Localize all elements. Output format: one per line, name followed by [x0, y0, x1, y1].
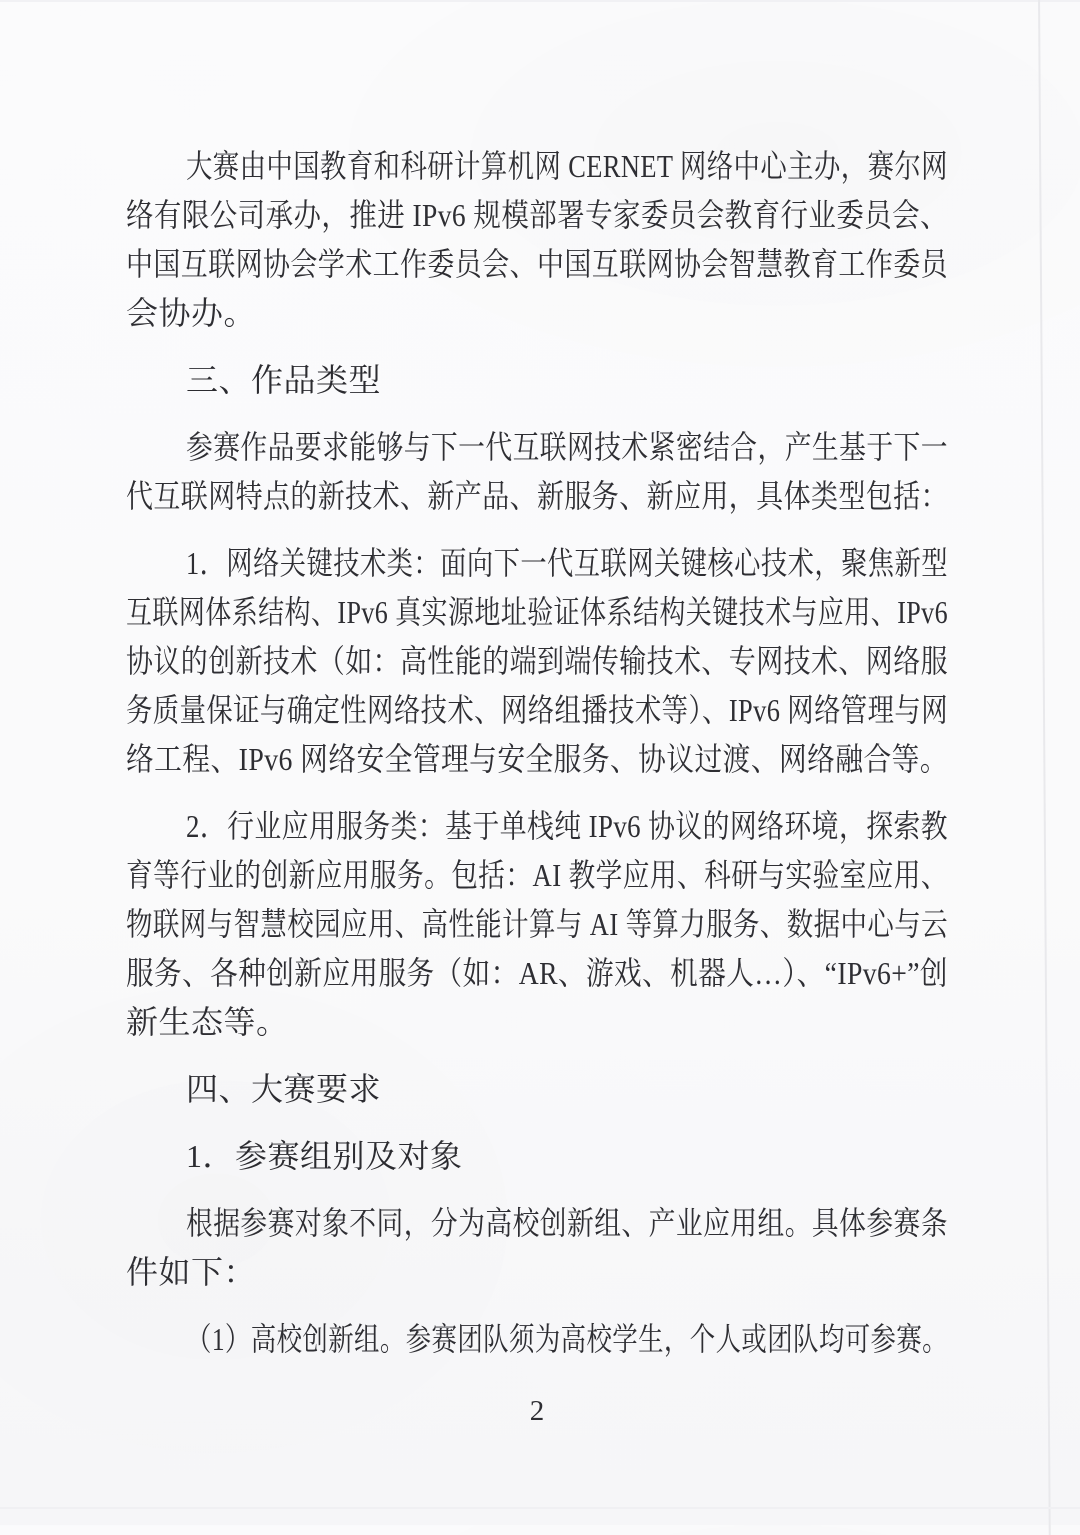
scan-bottom-edge: [0, 1507, 1080, 1509]
section-3-heading: [126, 356, 948, 405]
paragraph-text-line: 根据参赛对象不同，分为高校创新组、产业应用组。具体参赛条: [186, 1205, 948, 1241]
paragraph-text-line: 育等行业的创新应用服务。包括：AI 教学应用、科研与实验室应用、: [126, 857, 948, 893]
heading-text-line: 1．参赛组别及对象: [186, 1138, 463, 1174]
paragraph-text-line: 协议的创新技术（如：高性能的端到端传输技术、专网技术、网络服: [126, 643, 948, 679]
subsection-1-heading: [126, 1132, 948, 1181]
section-4-heading: [126, 1065, 948, 1114]
paragraph-text-line: 络有限公司承办，推进 IPv6 规模部署专家委员会教育行业委员会、: [126, 197, 948, 233]
paragraph-text-line: 络工程、IPv6 网络安全管理与安全服务、协议过渡、网络融合等。: [126, 741, 948, 777]
paragraph-text-line: 1．网络关键技术类：面向下一代互联网关键核心技术，聚焦新型: [186, 545, 948, 581]
document-body: [126, 142, 948, 1364]
paragraph-text-line: 服务、各种创新应用服务（如：AR、游戏、机器人…）、“IPv6+”创: [126, 955, 948, 991]
scan-top-edge: [0, 0, 1080, 2]
paragraph-text-line: 物联网与智慧校园应用、高性能计算与 AI 等算力服务、数据中心与云: [126, 906, 948, 942]
paragraph-text-line: （1）高校创新组。参赛团队须为高校学生，个人或团队均可参赛。: [186, 1321, 948, 1357]
paragraph-text-line: 会协办。: [126, 295, 257, 331]
page-number: 2: [529, 1395, 545, 1427]
category-1-network-key-tech-paragraph: [126, 539, 948, 784]
groups-overview-paragraph: [126, 1199, 948, 1297]
paragraph-text-line: 件如下：: [126, 1254, 257, 1290]
paragraph-text-line: 参赛作品要求能够与下一代互联网技术紧密结合，产生基于下一: [186, 429, 948, 465]
paragraph-text-line: 2．行业应用服务类：基于单栈纯 IPv6 协议的网络环境，探索教: [186, 808, 948, 844]
scan-fold-line: [1038, 0, 1051, 1535]
heading-text-line: 三、作品类型: [186, 362, 382, 398]
paragraph-text-line: 代互联网特点的新技术、新产品、新服务、新应用，具体类型包括：: [126, 478, 948, 514]
paragraph-text-line: 中国互联网协会学术工作委员会、中国互联网协会智慧教育工作委员: [126, 246, 948, 282]
works-requirement-paragraph: [126, 423, 948, 521]
intro-organizers-paragraph: [126, 142, 948, 338]
category-2-industry-application-paragraph: [126, 802, 948, 1047]
paragraph-text-line: 大赛由中国教育和科研计算机网 CERNET 网络中心主办，赛尔网: [186, 148, 948, 184]
paragraph-text-line: 互联网体系结构、IPv6 真实源地址验证体系结构关键技术与应用、IPv6: [126, 594, 948, 630]
heading-text-line: 四、大赛要求: [186, 1071, 382, 1107]
group-1-university-paragraph: [126, 1315, 948, 1364]
paragraph-text-line: 务质量保证与确定性网络技术、网络组播技术等）、IPv6 网络管理与网: [126, 692, 948, 728]
paragraph-text-line: 新生态等。: [126, 1004, 289, 1040]
